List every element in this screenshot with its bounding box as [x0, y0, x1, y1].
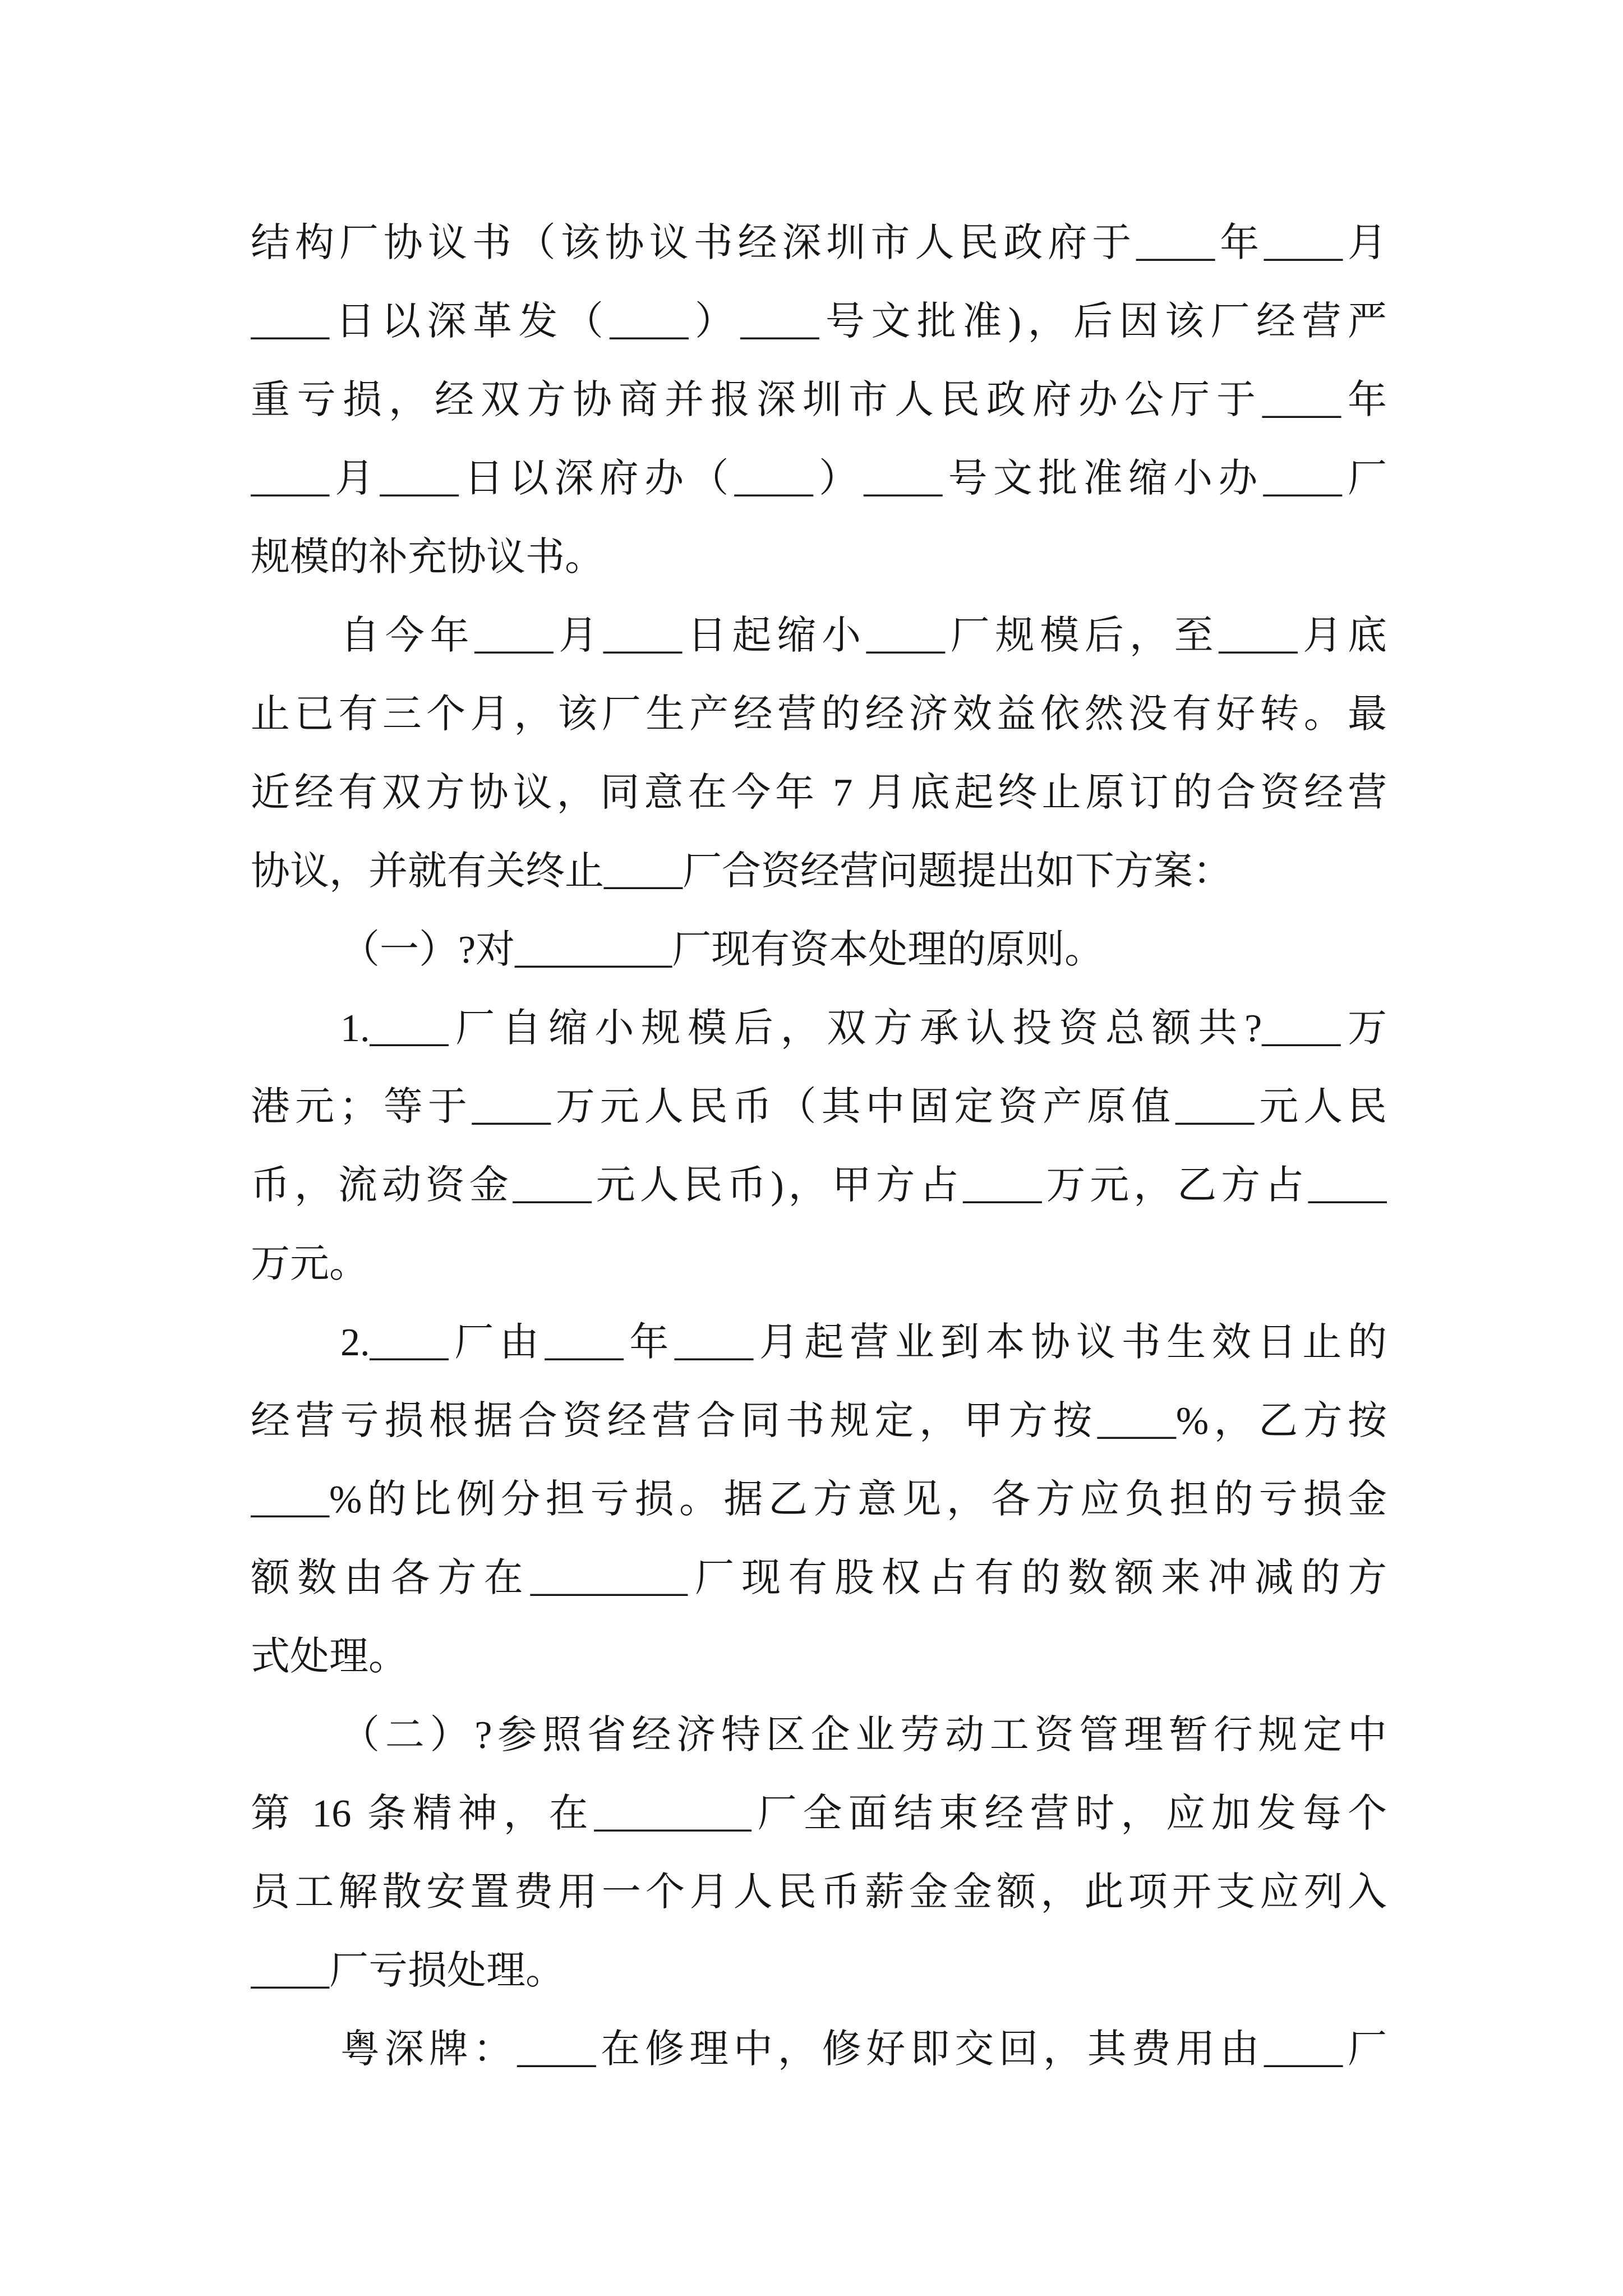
text-line: 港元；等于____万元人民币（其中固定资产原值____元人民: [251, 1085, 1387, 1129]
text-line: 自今年____月____日起缩小____厂规模后，至____月底: [340, 614, 1387, 657]
paragraph-agreement-background: [251, 204, 1387, 597]
text-line: 币，流动资金____元人民币)，甲方占____万元，乙方占____: [251, 1164, 1387, 1207]
text-line: 重亏损，经双方协商并报深圳市人民政府办公厅于____年: [251, 379, 1387, 422]
text-line: （二）?参照省经济特区企业劳动工资管理暂行规定中: [340, 1714, 1387, 1757]
text-line: 式处理。: [251, 1635, 408, 1678]
text-line: 额数由各方在________厂现有股权占有的数额来冲减的方: [251, 1557, 1387, 1600]
section-two: [251, 1696, 1387, 2010]
text-line: 止已有三个月，该厂生产经营的经济效益依然没有好转。最: [251, 693, 1387, 736]
text-line: 第 16 条精神，在________厂全面结束经营时，应加发每个: [251, 1792, 1387, 1835]
text-line: 1.____厂自缩小规模后，双方承认投资总额共?____万: [340, 1007, 1387, 1050]
document-body: [251, 204, 1387, 2089]
paragraph-vehicle: [251, 2010, 1387, 2089]
text-line: 员工解散安置费用一个月人民币薪金金额，此项开支应列入: [251, 1871, 1387, 1914]
section-heading-one: [251, 911, 1387, 990]
text-line: 近经有双方协议，同意在今年 7 月底起终止原订的合资经营: [251, 771, 1387, 815]
clause-1: [251, 990, 1387, 1304]
text-line: 规模的补充协议书。: [251, 536, 604, 579]
text-line: 结构厂协议书（该协议书经深圳市人民政府于____年____月: [251, 222, 1387, 265]
text-line: ____日以深革发（____）____号文批准)，后因该厂经营严: [251, 300, 1387, 343]
text-line: ____月____日以深府办（____）____号文批准缩小办____厂: [251, 457, 1387, 500]
text-line: 2.____厂由____年____月起营业到本协议书生效日止的: [340, 1321, 1387, 1364]
text-line: ____厂亏损处理。: [251, 1949, 565, 1993]
text-line: 经营亏损根据合资经营合同书规定，甲方按____%，乙方按: [251, 1400, 1387, 1443]
text-line: 协议，并就有关终止____厂合资经营问题提出如下方案：: [251, 850, 1232, 893]
text-line: 粤深牌：____在修理中，修好即交回，其费用由____厂: [340, 2028, 1387, 2071]
clause-2: [251, 1304, 1387, 1696]
text-line: （一）?对________厂现有资本处理的原则。: [340, 928, 1104, 972]
text-line: 万元。: [251, 1243, 368, 1286]
paragraph-termination-proposal: [251, 597, 1387, 911]
text-line: ____%的比例分担亏损。据乙方意见，各方应负担的亏损金: [251, 1478, 1387, 1521]
